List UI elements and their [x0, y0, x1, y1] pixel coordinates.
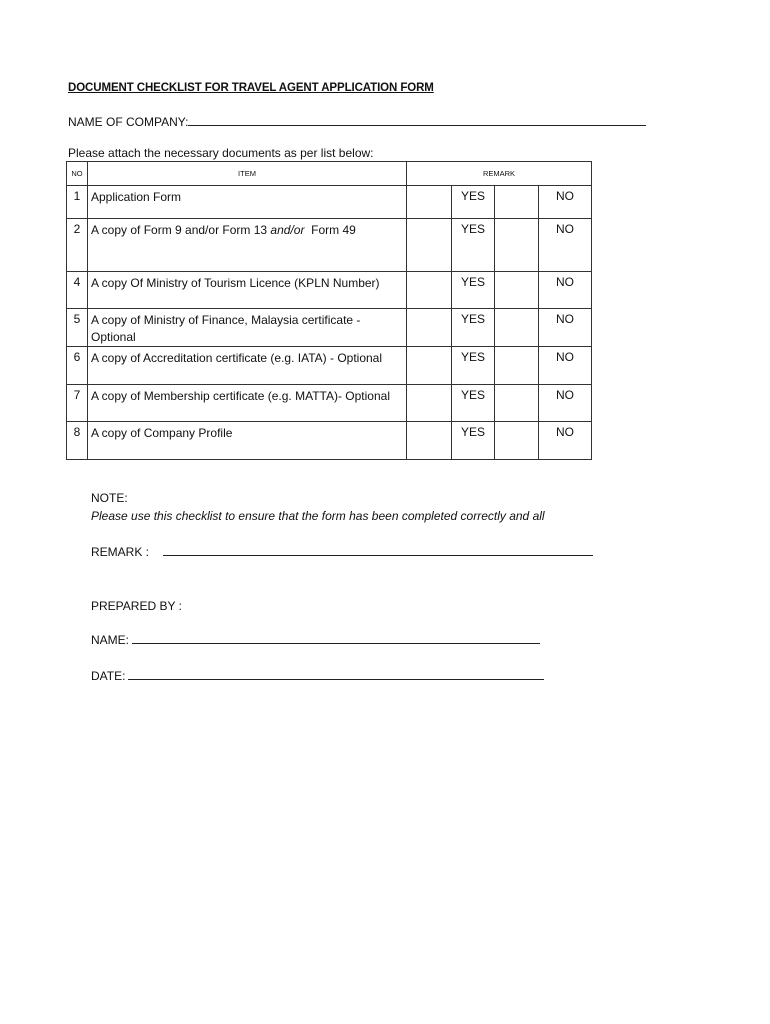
row-item: A copy Of Ministry of Tourism Licence (KPLN Number): [88, 272, 407, 309]
note-label: NOTE:: [91, 491, 128, 505]
table-row: [67, 385, 592, 422]
yes-option[interactable]: YES: [452, 385, 495, 422]
row-item: A copy of Membership certificate (e.g. MATTA)- Optional: [88, 385, 407, 422]
name-field[interactable]: [91, 633, 540, 647]
check-box-blank[interactable]: [407, 422, 452, 460]
company-name-line[interactable]: [188, 115, 646, 126]
row-item: Application Form: [88, 186, 407, 219]
yes-option[interactable]: YES: [452, 272, 495, 309]
yes-option[interactable]: YES: [452, 347, 495, 385]
attach-instruction: Please attach the necessary documents as per list below:: [68, 146, 374, 160]
table-header-row: [67, 162, 592, 186]
row-item-text-end: Form 49: [304, 223, 356, 237]
check-box-blank[interactable]: [495, 309, 539, 347]
row-number: 4: [67, 272, 88, 309]
no-option[interactable]: NO: [539, 422, 592, 460]
check-box-blank[interactable]: [495, 347, 539, 385]
date-label: DATE:: [91, 669, 126, 683]
header-no: NO: [67, 162, 88, 186]
table-row: [67, 309, 592, 347]
date-line[interactable]: [128, 669, 544, 680]
row-number: 2: [67, 219, 88, 272]
row-number: 1: [67, 186, 88, 219]
remark-field[interactable]: [91, 545, 593, 559]
check-box-blank[interactable]: [407, 347, 452, 385]
header-remark: REMARK: [407, 162, 592, 186]
checklist-table: [66, 161, 592, 460]
table-row: [67, 272, 592, 309]
row-item: A copy of Accreditation certificate (e.g. IATA) - Optional: [88, 347, 407, 385]
no-option[interactable]: NO: [539, 186, 592, 219]
check-box-blank[interactable]: [495, 272, 539, 309]
check-box-blank[interactable]: [407, 186, 452, 219]
yes-option[interactable]: YES: [452, 219, 495, 272]
row-number: 5: [67, 309, 88, 347]
yes-option[interactable]: YES: [452, 422, 495, 460]
name-line[interactable]: [132, 633, 540, 644]
table-row: [67, 219, 592, 272]
row-item: A copy of Ministry of Finance, Malaysia certificate - Optional: [88, 309, 407, 347]
check-box-blank[interactable]: [495, 422, 539, 460]
remark-label: REMARK :: [91, 545, 150, 559]
note-text: Please use this checklist to ensure that the form has been completed correctly and all: [91, 509, 545, 523]
company-name-field[interactable]: [68, 115, 646, 129]
yes-option[interactable]: YES: [452, 186, 495, 219]
document-title: DOCUMENT CHECKLIST FOR TRAVEL AGENT APPLICATION FORM: [68, 82, 434, 94]
company-name-label: NAME OF COMPANY:: [68, 115, 189, 129]
row-item: [88, 219, 407, 272]
no-option[interactable]: NO: [539, 347, 592, 385]
header-item: ITEM: [88, 162, 407, 186]
row-item: A copy of Company Profile: [88, 422, 407, 460]
no-option[interactable]: NO: [539, 385, 592, 422]
prepared-by-label: PREPARED BY :: [91, 599, 182, 613]
check-box-blank[interactable]: [407, 219, 452, 272]
no-option[interactable]: NO: [539, 272, 592, 309]
check-box-blank[interactable]: [495, 385, 539, 422]
table-row: [67, 347, 592, 385]
table-row: [67, 186, 592, 219]
no-option[interactable]: NO: [539, 309, 592, 347]
row-item-text: A copy of Form 9 and/or Form 13: [91, 223, 271, 237]
row-number: 7: [67, 385, 88, 422]
check-box-blank[interactable]: [407, 272, 452, 309]
row-number: 8: [67, 422, 88, 460]
check-box-blank[interactable]: [495, 186, 539, 219]
check-box-blank[interactable]: [407, 309, 452, 347]
remark-line[interactable]: [163, 545, 593, 556]
yes-option[interactable]: YES: [452, 309, 495, 347]
table-row: [67, 422, 592, 460]
check-box-blank[interactable]: [407, 385, 452, 422]
date-field[interactable]: [91, 669, 544, 683]
no-option[interactable]: NO: [539, 219, 592, 272]
row-item-emphasis: and/or: [270, 223, 305, 237]
check-box-blank[interactable]: [495, 219, 539, 272]
name-label: NAME:: [91, 633, 130, 647]
row-number: 6: [67, 347, 88, 385]
